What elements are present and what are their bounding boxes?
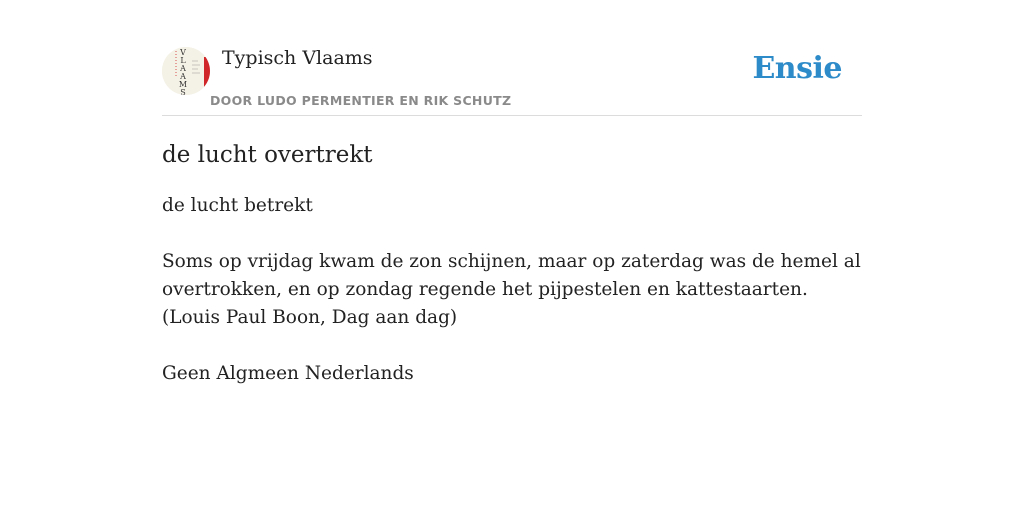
spacer xyxy=(162,332,862,360)
entry-note: Geen Algmeen Nederlands xyxy=(162,363,414,384)
entry-definition: de lucht betrekt xyxy=(162,195,313,216)
spacer xyxy=(162,220,862,248)
logo-letter: V xyxy=(180,48,186,57)
logo-letter: L xyxy=(180,56,186,65)
source-title[interactable]: Typisch Vlaams xyxy=(222,47,373,69)
source-logo[interactable] xyxy=(162,47,210,95)
logo-letter: M xyxy=(178,80,188,89)
entry-term: de lucht overtrekt xyxy=(162,142,373,168)
entry-example-source: (Louis Paul Boon, Dag aan dag) xyxy=(162,307,458,328)
entry-header xyxy=(162,0,862,116)
logo-letter: A xyxy=(180,64,186,73)
logo-graphic xyxy=(162,47,210,95)
source-authors: DOOR LUDO PERMENTIER EN RIK SCHUTZ xyxy=(210,93,512,108)
entry-example: Soms op vrijdag kwam de zon schijnen, maar op zaterdag was de hemel al overtrokken, en op zondag regende het pijpestelen en kattestaarten. xyxy=(162,251,861,300)
entry-body xyxy=(162,192,862,388)
brand-logo[interactable]: Ensie xyxy=(752,51,842,86)
entry-card xyxy=(162,0,862,512)
logo-letter: A xyxy=(180,72,186,81)
logo-letter: S xyxy=(180,88,186,95)
